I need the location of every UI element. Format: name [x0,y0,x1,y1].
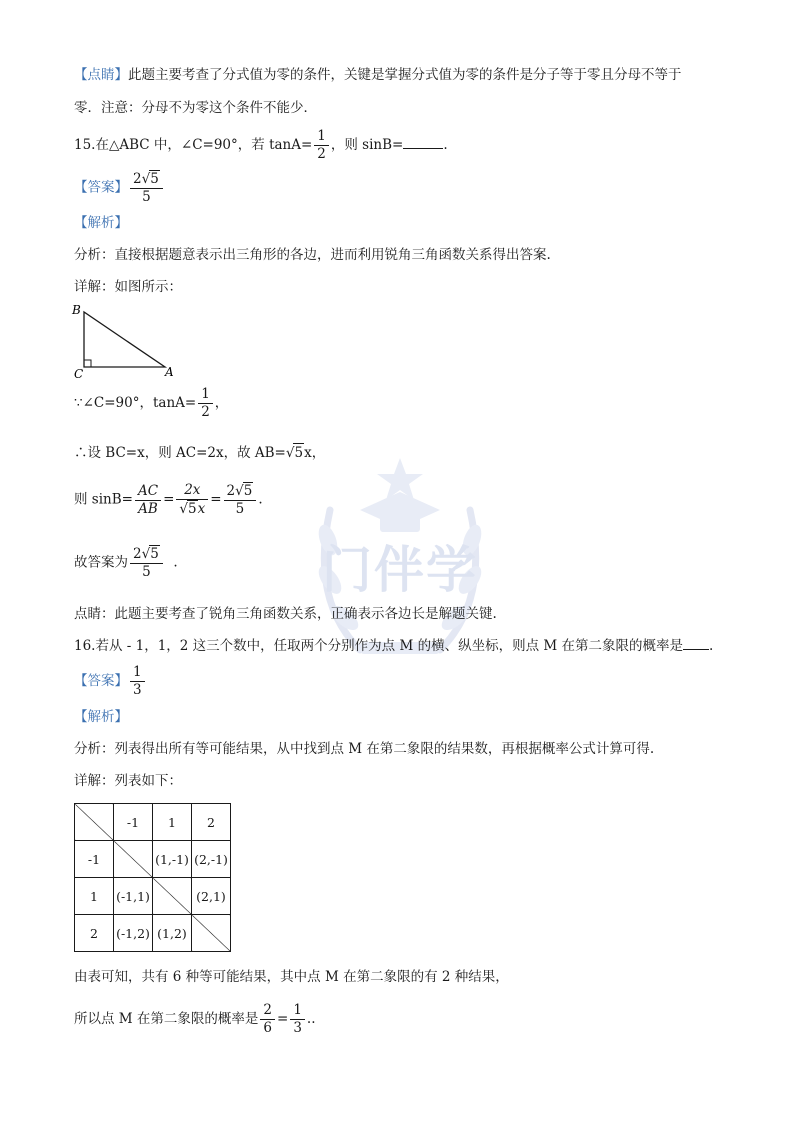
q15-fraction [314,128,329,163]
analysis-16-xiangjie: 详解：列表如下： [74,773,182,789]
table-row [75,841,231,878]
conclusion-fraction-2 [290,1002,305,1037]
dianjing-line-1 [74,66,682,84]
vertex-c-label: C [74,367,84,381]
c-f1-num: 2 [263,1002,272,1018]
dianjing-text-1: 此题主要考查了分式值为零的条件，关键是掌握分式值为零的条件是分子等于零且分母不等于 [128,67,682,83]
table-cell [153,878,192,915]
equals-sign: = [277,1011,289,1027]
a15-num-rad: 5 [150,171,159,187]
let-prefix: ∴设 BC=x，则 AC=2x，故 AB= [74,445,286,461]
f3-num-coef: 2 [226,483,236,499]
f1-num: AC [137,482,159,499]
sqrt-symbol: √5 [235,483,253,499]
c-f2-den: 3 [290,1019,305,1037]
table-cell: (2,1) [192,878,231,915]
f2-den-var: x [197,501,206,517]
ans-num-coef: 2 [133,546,142,562]
table-corner-cell [75,804,114,841]
table-cell: (1,2) [153,915,192,952]
equals-sign: = [210,491,222,508]
table-cell: (-1,1) [114,878,153,915]
answer-15-tag: 【答案】 [74,179,128,196]
table-header-cell: 1 [153,804,192,841]
c-f1-den: 6 [260,1019,275,1037]
table-row [75,915,231,952]
sqrt-symbol: √5 [141,546,159,562]
a15-den: 5 [130,188,163,206]
a16-den: 3 [130,681,145,699]
final-answer-suffix: . [173,554,178,571]
a15-num-coef: 2 [133,171,142,187]
table-row-header: 1 [75,878,114,915]
since-num: 1 [201,386,210,402]
conclusion-1: 由表可知，共有 6 种等可能结果，其中点 M 在第二象限的有 2 种结果， [74,969,509,985]
dianjing-line-2: 零．注意：分母不为零这个条件不能少． [74,100,317,116]
sqrt-symbol: √5 [179,501,197,517]
let-rad: 5 [294,445,304,461]
question-15 [74,128,448,163]
q16-answer-blank [683,637,709,650]
sinb-line [74,482,263,518]
analysis-16-fenxi: 分析：列表得出所有等可能结果，从中找到点 M 在第二象限的结果数，再根据概率公式计算可得. [74,741,655,757]
conclusion-2 [74,1002,316,1037]
vertex-a-label: A [165,365,174,379]
conclusion-fraction-1 [260,1002,275,1037]
table-header-cell: -1 [114,804,153,841]
since-fraction [198,386,213,421]
sinb-fraction-2 [176,482,208,518]
f3-den: 5 [224,500,257,518]
analysis-15-tag: 【解析】 [74,215,128,231]
equals-sign: = [163,491,175,508]
table-row-header: 2 [75,915,114,952]
right-triangle-diagram [70,302,185,382]
answer-16-tag: 【答案】 [74,673,128,689]
sinb-fraction-3 [224,482,257,518]
answer-15-fraction [130,170,163,206]
f3-num-rad: 5 [243,483,253,499]
analysis-15-fenxi: 分析：直接根据题意表示出三角形的各边，进而利用锐角三角函数关系得出答案. [74,247,551,263]
q15-suffix: ，则 sinB= [330,137,404,153]
since-den: 2 [198,403,213,421]
table-cell [114,841,153,878]
sinb-suffix: . [258,491,263,508]
final-answer-fraction [130,545,163,581]
table-row-header: -1 [75,841,114,878]
table-cell [192,915,231,952]
let-suffix: x， [304,445,326,461]
analysis-15-xiangjie: 详解：如图所示： [74,279,182,295]
analysis-16-tag: 【解析】 [74,709,128,725]
dianjing-15: 点睛：此题主要考查了锐角三角函数关系，正确表示各边长是解题关键. [74,606,497,622]
answer-16 [74,664,147,699]
f2-num: 2x [184,482,201,498]
answer-16-fraction [130,664,145,699]
vertex-b-label: B [72,303,81,317]
q15-answer-blank [403,136,443,149]
final-answer-prefix: 故答案为 [74,554,128,571]
a16-num: 1 [133,664,142,680]
since-line [74,386,228,421]
outcome-table [74,803,231,952]
sinb-prefix: 则 sinB= [74,491,133,508]
ans-den: 5 [130,563,163,581]
table-header-cell: 2 [192,804,231,841]
since-prefix: ∵∠C=90°，tanA= [74,395,197,411]
q15-prefix: 15.在△ABC 中，∠C=90°，若 tanA= [74,137,313,153]
table-cell: (2,-1) [192,841,231,878]
answer-15 [74,170,165,206]
q15-frac-num: 1 [317,128,326,144]
since-suffix: ， [214,395,229,411]
final-answer-line [74,545,178,581]
question-16 [74,637,713,655]
c-f2-num: 1 [293,1002,302,1018]
watermark-text: 门伴学 [322,541,478,599]
q15-end: . [443,137,448,153]
table-cell: (-1,2) [114,915,153,952]
q16-text: 16.若从 - 1，1，2 这三个数中，任取两个分别作为点 M 的横、纵坐标，则点 M 在第二象限的概率是 [74,638,683,654]
conclusion-2-prefix: 所以点 M 在第二象限的概率是 [74,1011,259,1027]
dianjing-tag: 【点睛】 [74,67,128,83]
sqrt-symbol: √5 [141,171,159,187]
ans-num-rad: 5 [150,546,159,562]
sqrt-symbol: √5 [285,445,304,461]
f2-den-rad: 5 [187,501,197,517]
table-header-row [75,804,231,841]
table-cell: (1,-1) [153,841,192,878]
table-row [75,878,231,915]
q15-frac-den: 2 [314,145,329,163]
f1-den: AB [135,500,161,518]
let-line [74,443,325,462]
q16-end: . [708,638,714,654]
sinb-fraction-1 [135,483,161,518]
conclusion-2-suffix: .. [306,1011,316,1027]
triangle-figure [70,302,185,386]
